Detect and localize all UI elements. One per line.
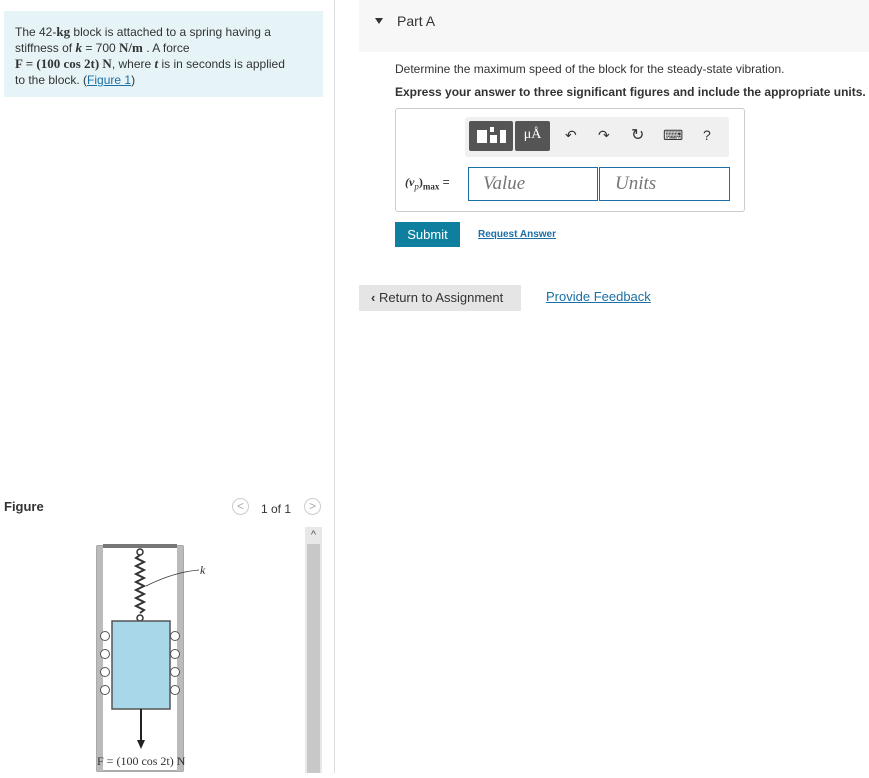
problem-line-4 xyxy=(15,72,313,88)
instruction-text: Express your answer to three significant figures and include the appropriate units. xyxy=(395,85,866,99)
right-wall xyxy=(177,546,183,771)
figure-next-button[interactable]: > xyxy=(304,498,321,515)
roller xyxy=(171,668,180,677)
question-text: Determine the maximum speed of the block for the steady-state vibration. xyxy=(395,62,785,76)
redo-icon[interactable]: ↷ xyxy=(598,127,610,143)
answer-label-max: max xyxy=(422,181,440,192)
problem-text: stiffness of xyxy=(15,41,76,55)
left-wall xyxy=(97,546,103,771)
problem-text: . A force xyxy=(142,41,190,55)
answer-label-v: (v xyxy=(405,175,415,189)
figure-page-count: 1 of 1 xyxy=(261,502,292,516)
roller xyxy=(171,650,180,659)
return-to-assignment-button[interactable] xyxy=(359,285,521,311)
submit-button[interactable]: Submit xyxy=(395,222,460,247)
roller xyxy=(101,650,110,659)
mass-unit: kg xyxy=(56,24,71,39)
help-icon[interactable]: ? xyxy=(703,127,711,143)
problem-line-3 xyxy=(15,56,313,72)
ceiling xyxy=(103,544,177,548)
templates-button[interactable] xyxy=(469,121,513,151)
figure-header xyxy=(4,497,324,519)
provide-feedback-link[interactable]: Provide Feedback xyxy=(546,289,651,304)
figure-link[interactable]: Figure 1 xyxy=(87,73,132,87)
force-label: F = (100 cos 2t) N xyxy=(97,754,186,768)
force-expression: F = (100 cos 2t) N xyxy=(15,56,112,71)
problem-text: to the block. ( xyxy=(15,73,88,87)
figure-image xyxy=(4,520,334,773)
part-title: Part A xyxy=(397,13,436,29)
request-answer-link[interactable]: Request Answer xyxy=(478,229,556,240)
roller xyxy=(101,632,110,641)
roller xyxy=(171,632,180,641)
reset-icon[interactable]: ↻ xyxy=(631,127,645,144)
roller xyxy=(101,668,110,677)
answer-box xyxy=(395,108,745,212)
scroll-thumb[interactable] xyxy=(307,544,320,773)
problem-text: ) xyxy=(131,73,136,87)
answer-label xyxy=(405,175,450,191)
answer-label-close: ) xyxy=(418,175,423,189)
collapse-caret-icon[interactable] xyxy=(375,18,383,24)
scroll-up-button[interactable]: ^ xyxy=(310,529,317,541)
problem-text: = 700 xyxy=(81,41,120,55)
keyboard-icon[interactable]: ⌨ xyxy=(663,127,684,143)
part-a-header[interactable] xyxy=(359,0,869,52)
units-input[interactable] xyxy=(599,167,730,201)
spring-block-diagram xyxy=(4,520,304,773)
problem-text: is in seconds is applied xyxy=(158,57,285,71)
time-symbol: t xyxy=(154,56,159,71)
undo-icon[interactable]: ↶ xyxy=(565,127,577,143)
answer-label-eq: = xyxy=(439,175,450,189)
problem-line-2 xyxy=(15,40,313,56)
stiffness-unit: N/m xyxy=(119,40,143,55)
problem-line-1 xyxy=(15,24,313,40)
value-input[interactable] xyxy=(468,167,598,201)
math-toolbar xyxy=(465,117,729,157)
figure-scrollbar[interactable] xyxy=(305,527,322,773)
units-button[interactable]: μÅ xyxy=(515,121,550,151)
return-label: Return to Assignment xyxy=(378,290,504,305)
figure-title: Figure xyxy=(4,499,44,514)
answer-label-p: p xyxy=(414,181,419,192)
problem-text: The 42- xyxy=(15,25,57,39)
problem-text: , where xyxy=(111,57,155,71)
stiffness-symbol: k xyxy=(75,40,82,55)
roller xyxy=(171,686,180,695)
figure-prev-button[interactable]: < xyxy=(232,498,249,515)
templates-icon xyxy=(469,121,513,151)
column-divider xyxy=(334,0,335,773)
block xyxy=(112,621,170,709)
spring-label: k xyxy=(200,563,206,577)
roller xyxy=(101,686,110,695)
problem-text: block is attached to a spring having a xyxy=(70,25,271,39)
chevron-left-icon: ‹ xyxy=(371,290,376,305)
problem-statement xyxy=(4,11,323,97)
